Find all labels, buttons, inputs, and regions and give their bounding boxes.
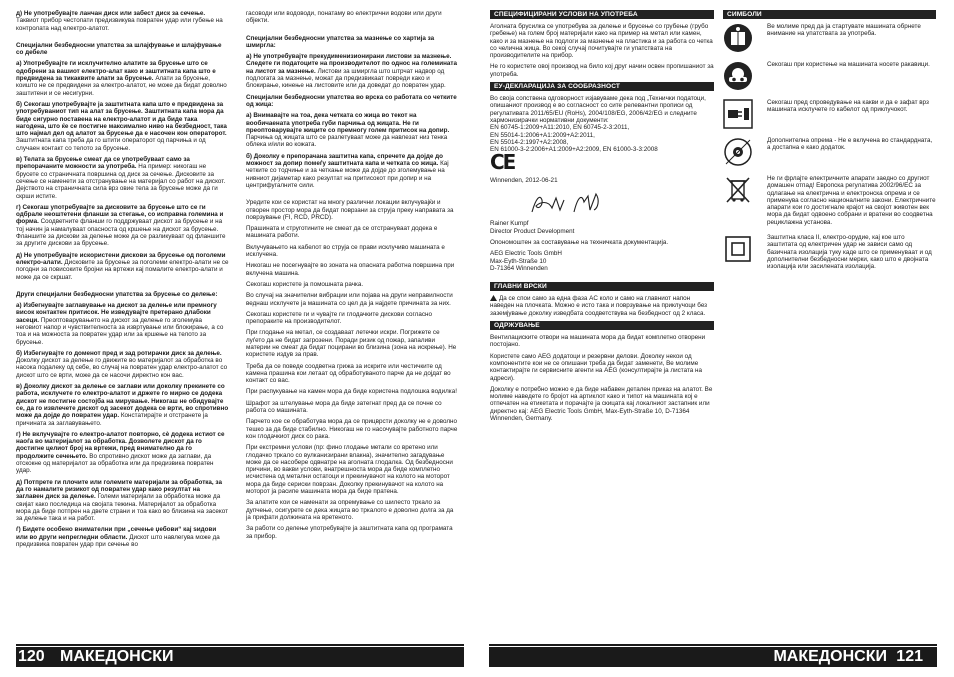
paragraph (246, 225, 459, 240)
paragraph-lead: Специјални безбедносни упатства за шлајфување и шлајфување со дебеле (16, 41, 222, 57)
paragraph (16, 350, 229, 379)
left-column (16, 10, 229, 552)
paragraph-lead: г) Секогаш употребувајте за дисковите за брусење што се ги одбрале неоштетени фланши за стегање, со исправна големина и форма. (16, 203, 224, 226)
weee-bin-icon (723, 175, 753, 205)
unplug-icon (723, 99, 753, 129)
paragraph-text: Дискот што навлегува може да предизвика повратен удар при сечење во (16, 533, 220, 548)
paragraph-text: Уредите кои се користат на многу различни локации вклучувајќи и отворен простор мора да бидат поврзани за струја преку направата за поврзување (FI, RCD, PRCD). (246, 199, 454, 221)
paragraph-text: гасоводи или водоводи, понатаму во електрични водови или други објекти. (246, 10, 442, 25)
paragraph-text: Треба да се поведе соодветна грижа за искрите или честичките од камена прашина кои летаат од обработуваното парче да не дојдат во контакт со вас. (246, 362, 451, 385)
paragraph (246, 94, 459, 109)
paragraph-text: Прашината и струготините не смеат да се отстрануваат додека е машината работи. (246, 225, 438, 240)
paragraph-lead: а) Избегнувајте заглавување на дискот за делење или премногу висок контактен притисок. Не изведувајте претерано длабоки засеци. (16, 302, 217, 324)
paragraph-text: Парчиња од жицата што се разлетуваат може да навлезат низ тенка облека и/или во кожата. (246, 134, 448, 149)
paragraph-text: При распукување на камен мора да биде користена подлошка водилка! (246, 388, 457, 396)
paragraph-lead: в) Доколку дискот за делење се заглави или доколку прекинете со работа, исклучете го електро-алатот и држете го мирно се додека дискот не постигне состојба на мирување. Никогаш не обидувајте се, да го извлечете дискот од засекот додека се врти, во спротивно може да дојде до повратен удар. (16, 383, 229, 420)
paragraph (16, 60, 229, 96)
paragraph-lead: Специјални безбедносни упатства за мазнење со хартија за шмиргла: (246, 34, 435, 49)
symbol-row (723, 23, 936, 53)
paragraph-text: Во спротивно дискот може да заглави, да отскокне од материјалот за обработка или да предизвика повратен удар. (16, 452, 214, 475)
paragraph-text: Соодветните фланши го поддржуваат дискот за брусење и на тој начин ја намалуваат опасноста од кршење на дискот за брусење. Фланшите за дискови за делење може да се разликуваат од фланшите за другите дискови за брусење. (16, 218, 226, 248)
paragraph (246, 311, 459, 326)
paragraph (246, 35, 459, 50)
paragraph-lead: Специјални безбедносни упатства во врска со работата со четките од жица: (246, 93, 457, 108)
address-line: D-71364 Winnenden (490, 264, 548, 272)
maintenance-paragraph: Вентилациските отвори на машината мора да бидат комплетно отворени постојано. (490, 334, 706, 349)
authorization-text: Опономоштен за составување на техничката документација. (490, 238, 669, 246)
symbol-description: Ве молиме пред да ја стартувате машината обрнете внимание на упатствата за употреба. (767, 23, 921, 38)
footer-rule-right (489, 644, 937, 646)
norm-item: EN 60745-1:2009+A11:2010, EN 60745-2-3:2011, (490, 124, 630, 132)
main-connections-text: Да се спои само за една фаза AC коло и само на главниот напон наведен на плочката. Можно е исто така и поврзување на приклучоци без заземјување доколку изведбата соодветствува на безбедност од 2 класа. (490, 295, 708, 317)
maintenance-paragraph: Користете само AEG додатоци и резервни делови. Доколку некои од компонентите кои не се опишани треба да бидат заменети, Ве молиме контактирајте ги сервисните агенти на AEG (консултирајте ја листата на адреси). (490, 352, 702, 382)
paragraph-text: Алати за брусење, коишто не се предвидени за електро-алатот, не може да бидат доволно заштитени и се несигурни. (16, 75, 227, 97)
paragraph (246, 388, 459, 395)
paragraph-text: При екстремни услови (пр: фино глодање метали со вретено или глодачко тркало со вулканизирани влакна), значително загадување може да се насобере одвнатре на аголната глодалка. Од безбедносни причини, во вакви услови, внатрешноста мора да биде комплетно исчистена од метални остатоци и прекинувачот на колото на моторот мора да биде сериски поврзан. Доколку прекинувачот на колото на моторот ја расипе машината мора да биде пратена. (246, 444, 453, 496)
paragraph-text: Констатирајте и отстранете ја причината за заглавувањето. (16, 412, 208, 427)
class-ii-icon (723, 234, 753, 264)
middle-left-column (246, 10, 459, 544)
paragraph (246, 10, 459, 25)
page-number-right: 121 (896, 648, 923, 665)
language-title-right: МАКЕДОНСКИ (773, 648, 887, 665)
section-heading-symbols: СИМБОЛИ (723, 10, 936, 19)
maintenance-paragraph: Доколку е потребно можно е да биде набавен детален приказ на алатот. Ве молиме наведете го бројот на артиклот како и типот на машината кој е отпечатен на етикетата и порачајте ја скицата кај локалниот застапник или директно кај: AEG Electric Tools GmbH, Max-Eyth-Straße 10, D-71364 Winnenden, Germany. (490, 385, 713, 422)
symbol-row (723, 61, 936, 91)
paragraph (246, 363, 459, 385)
ce-mark: CE (490, 150, 515, 175)
footer-left (16, 647, 464, 667)
paragraph-lead: а) Употребувајте ги исклучително алатите за брусење што се одобрени за вашиот електро-алат како и заштитната капа што е предвидена за тикаквите алати за брусење. (16, 60, 216, 83)
paragraph-text: Листови за шмиргла што штрчат надвор од подлогата за мазнење, можат да предизвикаат повреди како и блокирање, кинење на листовите или да доведат до повратен удар. (246, 67, 446, 90)
paragraph (16, 526, 229, 548)
paragraph (246, 281, 459, 288)
paragraph-lead: а) Внимавајте на тоа, дека четката со жица во текот на вообичаената употреба губи парчиња од жицата. Не ги преоптоварувајте жиците со премногу голем притисок на допир. (246, 112, 450, 134)
paragraph (246, 525, 459, 540)
section-heading-declaration: ЕУ-ДЕКЛАРАЦИЈА ЗА СООБРАЗНОСТ (490, 82, 714, 91)
signatory-position: Director Product Development (490, 227, 575, 235)
paragraph-text: Секогаш користете ги и чувајте ги глодачките дискови согласно препораките на производителот. (246, 310, 432, 326)
section-heading-main-connections: ГЛАВНИ ВРСКИ (490, 282, 714, 291)
paragraph-lead: Други специјални безбедносни упатства за брусење со делење: (16, 290, 218, 298)
paragraph (246, 153, 459, 189)
read-manual-icon (723, 23, 753, 53)
paragraph (16, 101, 229, 152)
paragraph (16, 302, 229, 346)
paragraph (16, 42, 229, 57)
warning-icon (490, 295, 497, 301)
paragraph (246, 292, 459, 307)
paragraph (16, 479, 229, 523)
paragraph-text: За алатите кои се наменати за опремување со шилесто тркало за дупчење, осигурете се дека жицата во тркалото е доволно долга за да ја прифати должината на вретеното. (246, 499, 454, 521)
symbol-row (723, 234, 936, 270)
paragraph-text: При глодање на метал, се создаваат летечки искри. Погрижете се луѓето да не бидат загрозени. Поради ризик од пожар, запаливи материи не смеат да бидат поцирани во близина (зона на искрење). Не користете издув за прав. (246, 329, 457, 359)
paragraph-text: Големи материјали за обработка може да свијат како последица на својата тежина. Материјалот за обработка мора да биде потпрен на двете страни и тоа како во близина на засекот за делење така и на работ. (16, 493, 228, 523)
symbol-description: Секогаш при користење на машината носете ракавици. (767, 61, 930, 68)
paragraph-lead: а) Не употребувајте прекудименизионирани листови за мазнење. Следете ги податоците на производителот по однос на големината на листот за мазнење. (246, 53, 457, 75)
signature-image (530, 190, 620, 216)
paragraph-text: Шрафот за штелување мора да биде затегнат пред да се почне со работа со машината. (246, 399, 442, 415)
use-paragraph: Аголната брусилка се употребува за делење и брусење со грубење (грубо гребење) на голем број материјали како на пример на метал или камен, како и за мазнење на подлоги за мазнење на пластика и за работа со четка со челична жица. Во секој случај почитувајте ги упатствата на производителите на прибор. (490, 23, 713, 60)
paragraph (16, 431, 229, 475)
paragraph (246, 329, 459, 358)
paragraph-lead: д) Не употребувајте искористени дискови за брусење од поголеми електро-алати. (16, 251, 226, 266)
paragraph-text: Секогаш користете ја помошната рачка. (246, 280, 364, 288)
place-date: Winnenden, 2012-06-21 (490, 176, 558, 184)
paragraph (246, 262, 459, 277)
right-column (723, 10, 936, 279)
paragraph (16, 383, 229, 427)
paragraph (16, 156, 229, 200)
paragraph (246, 444, 459, 495)
accessory-icon (723, 137, 753, 167)
paragraph-text: Заштитната капа треба да го штити операторот од парчиња и од случаен контакт со телото за брусење. (16, 137, 206, 152)
paragraph-text: Парчето кое се обработува мора да се прицврсти доколку не е доволно тешко за да биде стабилно. Никогаш не го насочувајте работното парче кон глодачкиот диск со рака. (246, 418, 458, 440)
paragraph-lead: б) Секогаш употребувајте ја заштитната капа што е предвидена за употребуваниот тип на алат за брусење. Заштитната капа мора да биде сигурно поставена на електро-алатот и да биде така нагодена, што ќе се постигне максимално ниво на безбедност, така што најмал дел од алатот за брусење да е насочен кон операторот. (16, 100, 227, 138)
paragraph (246, 244, 459, 259)
paragraph (16, 291, 229, 298)
paragraph-lead: г) Не вклучувајте го електро-алатот повторно, сè додека истиот се наоѓа во материјалот за обработка. Дозволете дискот да го достигне целиот број на вртежи, пред внимателно да го продолжите сечењето. (16, 430, 225, 460)
paragraph (246, 400, 459, 415)
paragraph (246, 112, 459, 148)
language-title-left: МАКЕДОНСКИ (60, 648, 174, 665)
norm-item: EN 55014-1:2006+A1:2009+A2:2011, (490, 131, 595, 139)
footer-right (489, 647, 937, 667)
paragraph (16, 10, 229, 32)
paragraph (16, 252, 229, 281)
signatory-name: Rainer Kumpf (490, 220, 529, 228)
declaration-paragraph: Во своја сопствена одговорност изјавуваме дека под „Технички податоци, опишаниот производ е во согласност со сите релевантни прописи од регулативата 2011/65/EU (RoHs), 2004/108/EG, 2006/42/EG и следните хармонизирачки нормативни документи: (490, 95, 706, 124)
symbol-description: Заштитна класа II, електро-орудие, кај кое што заштитата од електричен удар не зависи само од базичната изолација туку каде што се применуваат и од дополнителни безбедносни мерки, како што е двојната изолација или засилената изолација. (767, 234, 932, 271)
main-connections-paragraph (490, 295, 714, 317)
address-line: AEG Electric Tools GmbH (490, 250, 562, 258)
norms-list (490, 124, 714, 153)
footer-rule-left (16, 644, 464, 646)
symbol-row (723, 175, 936, 226)
paragraph-lead: в) Телата за брусење смеат да се употребуваат само за препорачаните можности за употреба. (16, 156, 190, 171)
paragraph-text: Таквиот прибор честопати предизвикува повратен удар или губење на контролата над електро-алатот. (16, 17, 223, 32)
paragraph-lead: д) Потпрете ги плочите или големите материјали за обработка, за да го намалите ризикот од повратен удар како резултат на заглавен диск за делење. (16, 478, 222, 501)
norm-item: EN 55014-2:1997+A2:2008, (490, 138, 569, 146)
norm-item: EN 61000-3-2:2006+A1:2009+A2:2009, EN 61000-3-3:2008 (490, 146, 658, 154)
symbol-row (723, 137, 936, 167)
paragraph-text: На пример: никогаш не брусете со страничната површина од диск за сечење. Дисковите за сечење се наменети за отстранување на материјал со работ на дискот. Дејството на страничната сила врз овие тела за брусење може да ги скрши истите. (16, 163, 226, 200)
paragraph (246, 199, 459, 221)
symbol-description: Секогаш пред спроведување на какви и да е зафат врз машината исклучете го кабелот од приклучокот. (767, 99, 929, 114)
paragraph-lead: ѓ) Бидете особено внимателни при „сечење џебови“ кај ѕидови или во други непрегледни области. (16, 526, 217, 541)
paragraph (246, 499, 459, 521)
paragraph (246, 53, 459, 89)
paragraph-lead: д) Не употребувајте ланчан диск или забест диск за сечење. (16, 10, 206, 17)
paragraph-text: Никогаш не посегнувајте во зоната на опасната работна површина при вклучена машина. (246, 262, 455, 277)
page-number-left: 120 (18, 648, 45, 665)
paragraph-text: Дисковите за брусење за поголеми електро-алати не се погодни за повисоките бројни на вртежи кај помалите електро-алати и може да се скршат. (16, 258, 229, 281)
paragraph-lead: б) Избегнувајте го доменот пред и зад ротирачки диск за делење. (16, 349, 222, 357)
paragraph (246, 418, 459, 440)
section-heading-use: СПЕЦИФИЦИРАНИ УСЛОВИ НА УПОТРЕБА (490, 10, 714, 19)
goggles-icon (723, 61, 753, 91)
address-line: Max-Eyth-Straße 10 (490, 257, 547, 265)
symbol-row (723, 99, 936, 129)
middle-right-column (490, 10, 714, 426)
section-heading-maintenance: ОДРЖУВАЊЕ (490, 321, 714, 330)
paragraph-text: Кај четките со тодчиње и за четкање може да дојде до зголемување на нивниот дијаметар како резултат на притисокот при допир и на центрифугалните сили. (246, 160, 449, 189)
symbol-description: Дополнителна опрема - Не е вклучена во стандардната, а достапна е како додаток. (767, 137, 933, 152)
use-paragraph: Не го користете овој производ на било кој друг начин освен пропишаниот за употреба. (490, 63, 714, 78)
paragraph-text: Вклучувањето на кабелот во струја се прави исклучиво машината е исклучена. (246, 243, 445, 259)
paragraph-text: Доколку дискот за делење го движите во материјалот за обработка во насока подалеку од себе, во случај на повратен удар електро-алатот со дискот што се врти, може да се насочи директно кон вас. (16, 357, 228, 379)
paragraph-text: Преоптоварувањето на дискот за делење го зголемува неговиот напор и чувствителноста за извртување или блокирање, а со тоа и на можноста за повратен удар или за кршење на телото за брусење. (16, 316, 224, 346)
paragraph-text: Во случај на значителни вибрации или појава на други неправилности веднаш исклучете ја машината со цел да ја најдете причината за них. (246, 292, 453, 307)
paragraph (16, 204, 229, 248)
paragraph-text: За работи со делење употребувајте ја заштитната капа од програмата за прибор. (246, 525, 453, 540)
symbol-description: Не ги фрлајте електричните апарати заедно со другиот домашен отпад! Европска регулатива 2002/96/ЕС за одлагање на електрична и електронска опрема и се применува согласно националните закони. Електричните апарати кои го достигнале крајот на својот животен век мора да бидат одвоено собрани и вратени во соодветна рециклажна установа. (767, 175, 936, 226)
paragraph-lead: б) Доколку е препорачана заштитна капа, спречете да дојде до можност за допир помеѓу заштитната капа и четката со жица. (246, 152, 443, 168)
